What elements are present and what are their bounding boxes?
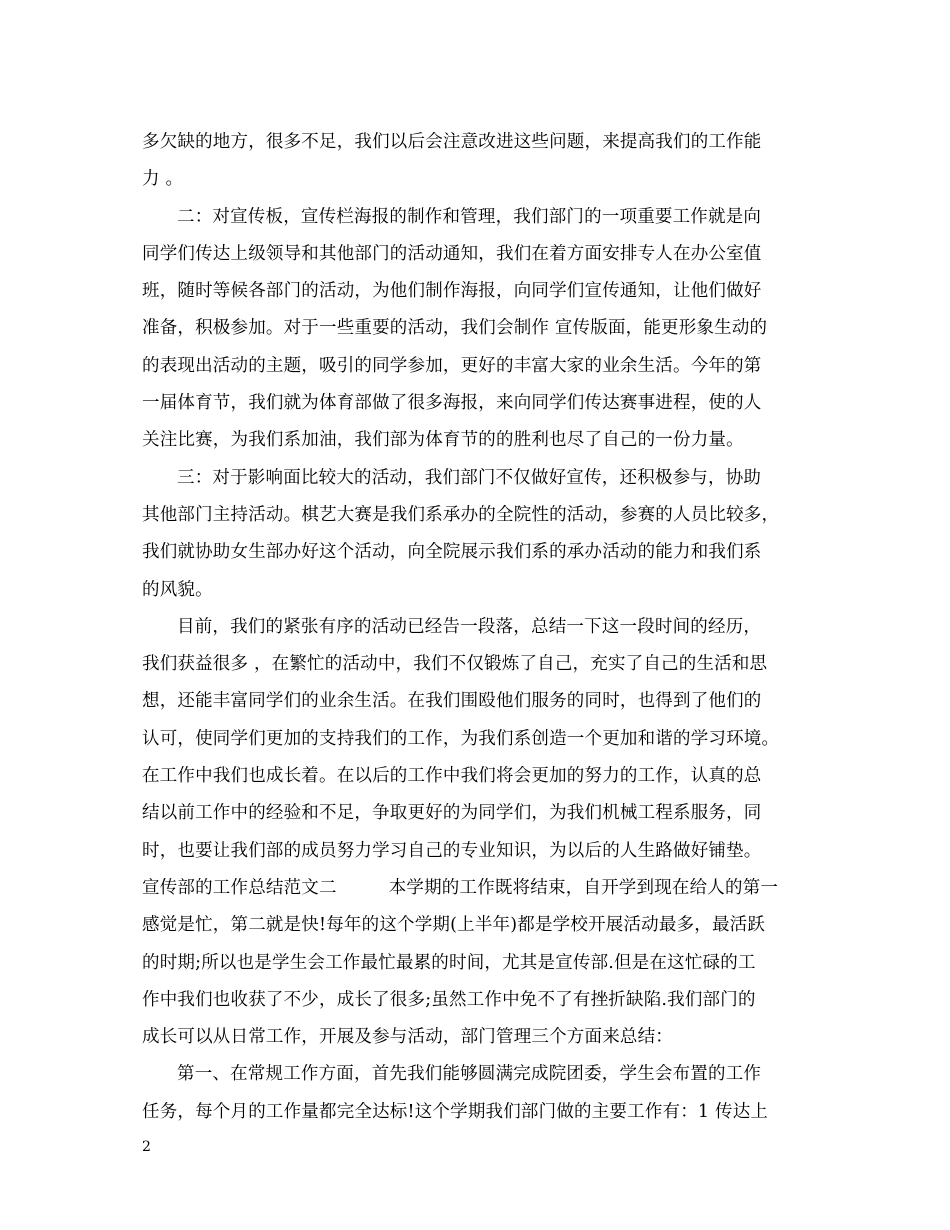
- paragraph-start-line: 目前，我们的紧张有序的活动已经告一段落，总结一下这一段时间的经历，: [177, 616, 762, 637]
- text-line: 我们获益很多 ，在繁忙的活动中，我们不仅锻炼了自己，充实了自己的生活和思: [142, 654, 768, 675]
- section-title: 宣传部的工作总结范文二: [142, 877, 337, 898]
- text-line: 的时期;所以也是学生会工作最忙最累的时间，尤其是宣传部.但是在这忙碌的工: [142, 952, 756, 973]
- paragraph-start-line: 第一、在常规工作方面，首先我们能够圆满完成院团委，学生会布置的工作: [177, 1064, 762, 1085]
- section-heading-line: [142, 870, 802, 907]
- text-line: 一届体育节，我们就为体育部做了很多海报，来向同学们传达赛事进程，使的人: [142, 393, 762, 414]
- text-line: 想，还能丰富同学们的业余生活。在我们围殴他们服务的同时，也得到了他们的: [142, 691, 762, 712]
- text-line: 班，随时等候各部门的活动，为他们制作海报，向同学们宣传通知，让他们做好: [142, 281, 762, 302]
- text-line: 任务，每个月的工作量都完全达标!这个学期我们部门做的主要工作有：1 传达上: [142, 1101, 769, 1122]
- text-line: 力 。: [142, 169, 184, 190]
- text-line: 在工作中我们也成长着。在以后的工作中我们将会更加的努力的工作，认真的总: [142, 766, 762, 787]
- document-body: [142, 124, 802, 1131]
- text-line: 时，也要让我们部的成员努力学习自己的专业知识，为以后的人生路做好铺垫。: [142, 840, 762, 861]
- text-line: 我们就协助女生部办好这个活动，向全院展示我们系的承办活动的能力和我们系: [142, 542, 762, 563]
- paragraph-start-line: 二：对宣传板，宣传栏海报的制作和管理，我们部门的一项重要工作就是向: [177, 206, 762, 227]
- page-number: 2: [142, 1139, 151, 1155]
- text-line: 其他部门主持活动。棋艺大赛是我们系承办的全院性的活动，参赛的人员比较多，: [142, 504, 780, 525]
- text-line: 同学们传达上级领导和其他部门的活动通知，我们在着方面安排专人在办公室值: [142, 243, 762, 264]
- text-line: 结以前工作中的经验和不足，争取更好的为同学们，为我们机械工程系服务，同: [142, 803, 762, 824]
- text-line: 作中我们也收获了不少，成长了很多;虽然工作中免不了有挫折缺陷.我们部门的: [142, 989, 756, 1010]
- text-line: 成长可以从日常工作，开展及参与活动，部门管理三个方面来总结：: [142, 1027, 673, 1048]
- text-line: 感觉是忙，第二就是快!每年的这个学期(上半年)都是学校开展活动最多，最活跃: [142, 915, 766, 936]
- text-line: 认可，使同学们更加的支持我们的工作，为我们系创造一个更加和谐的学习环境。: [142, 728, 780, 749]
- section-intro-text: 本学期的工作既将结束，自开学到现在给人的第一: [388, 877, 779, 898]
- text-line: 准备，积极参加。对于一些重要的活动，我们会制作 宣传版面，能更形象生动的: [142, 318, 768, 339]
- text-line: 多欠缺的地方，很多不足，我们以后会注意改进这些问题，来提高我们的工作能: [142, 132, 762, 152]
- text-line: 关注比赛，为我们系加油，我们部为体育节的的胜利也尽了自己的一份力量。: [142, 430, 744, 451]
- paragraph-start-line: 三：对于影响面比较大的活动，我们部门不仅做好宣传，还积极参与，协助: [177, 467, 762, 488]
- text-line: 的表现出活动的主题，吸引的同学参加，更好的丰富大家的业余生活。今年的第: [142, 355, 762, 376]
- text-line: 的风貌。: [142, 579, 213, 600]
